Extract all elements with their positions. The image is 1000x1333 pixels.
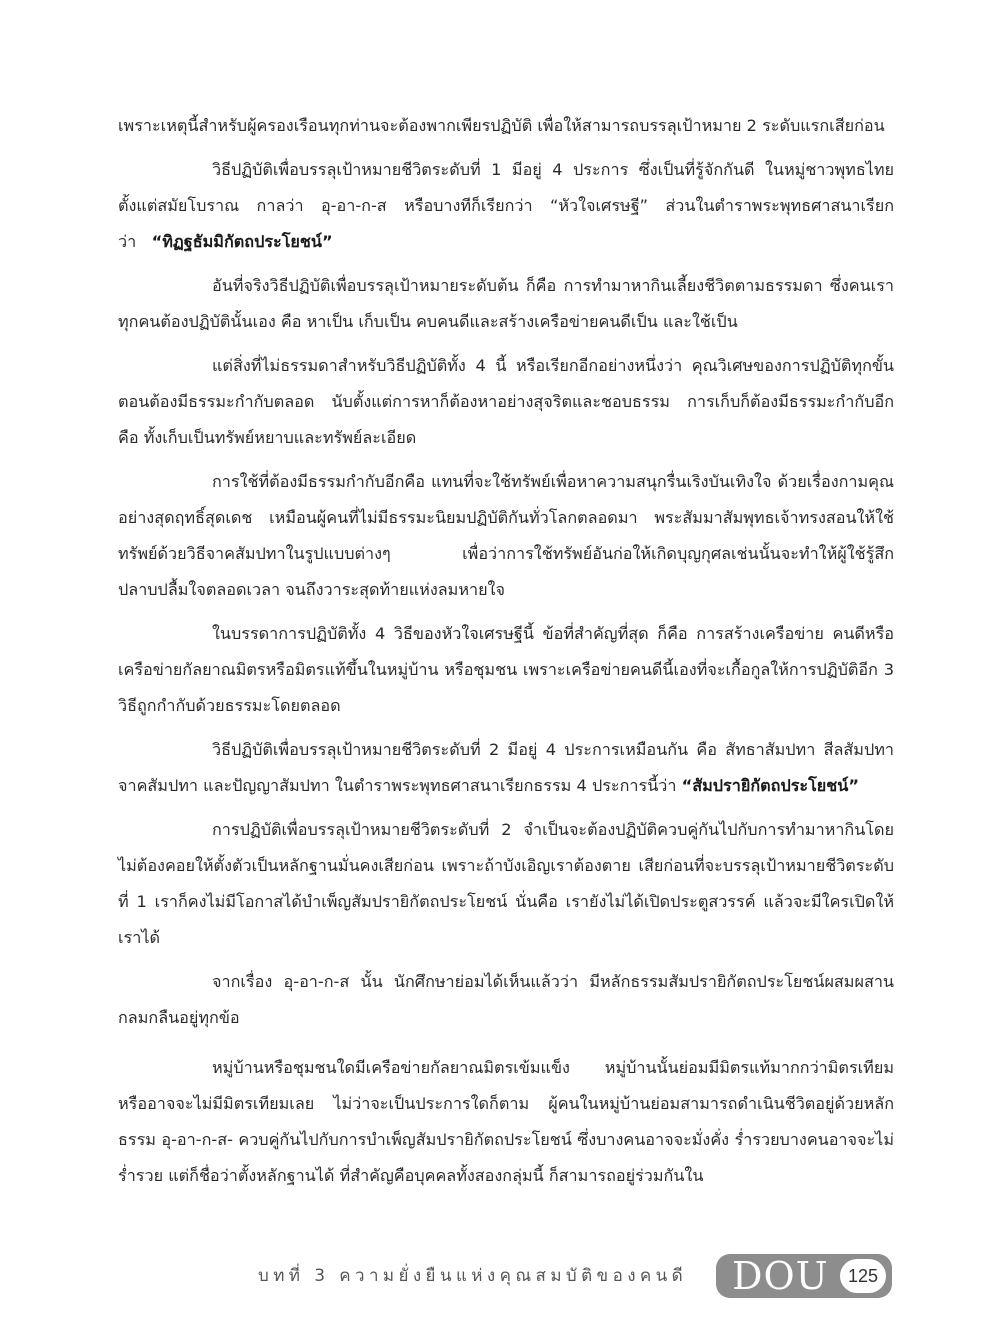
paragraph-2-text: วิธีปฏิบัติเพื่อบรรลุเป้าหมายชีวิตระดับที่ 1 มีอยู่ 4 ประการ ซึ่งเป็นที่รู้จักกันดี ในหมู่ชาวพุทธไทยตั้งแต่สมัยโบราณ กาลว่า อุ-อา-ก-ส หรือบางทีก็เรียกว่า “หัวใจเศรษฐี” ส่วนในตำราพระพุทธศาสนาเรียกว่า	[118, 160, 894, 251]
chapter-title: บทที่ 3 ความยั่งยืนแห่งคุณสมบัติของคนดี	[258, 1266, 688, 1286]
page-footer	[0, 1252, 1000, 1302]
paragraph-1: เพราะเหตุนี้สำหรับผู้ครองเรือนทุกท่านจะต้องพากเพียรปฏิบัติ เพื่อให้สามารถบรรลุเป้าหมาย 2 ระดับแรกเสียก่อน	[118, 116, 885, 135]
paragraph-7-term: “สัมปรายิกัตถประโยชน์”	[681, 776, 859, 795]
paragraph-4: แต่สิ่งที่ไม่ธรรมดาสำหรับวิธีปฏิบัติทั้ง 4 นี้ หรือเรียกอีกอย่างหนึ่งว่า คุณวิเศษของการปฏิบัติทุกขั้นตอนต้องมีธรรมะกำกับตลอด นับตั้งแต่การหาก็ต้องหาอย่างสุจริตและชอบธรรม การเก็บก็ต้องมีธรรมะกำกับอีก คือ ทั้งเก็บเป็นทรัพย์หยาบและทรัพย์ละเอียด	[118, 356, 894, 447]
paragraph-6: ในบรรดาการปฏิบัติทั้ง 4 วิธีของหัวใจเศรษฐีนี้ ข้อที่สำคัญที่สุด ก็คือ การสร้างเครือข่าย คนดีหรือเครือข่ายกัลยาณมิตรหรือมิตรแท้ขึ้นในหมู่บ้าน หรือชุมชน เพราะเครือข่ายคนดีนี้เองที่จะเกื้อกูลให้การปฏิบัติอีก 3 วิธีถูกกำกับด้วยธรรมะโดยตลอด	[118, 624, 894, 715]
page-body	[118, 108, 894, 1202]
paragraph-3: อันที่จริงวิธีปฏิบัติเพื่อบรรลุเป้าหมายระดับต้น ก็คือ การทำมาหากินเลี้ยงชีวิตตามธรรมดา ซึ่งคนเราทุกคนต้องปฏิบัตินั้นเอง คือ หาเป็น เก็บเป็น คบคนดีและสร้างเครือข่ายคนดีเป็น และใช้เป็น	[118, 276, 894, 331]
page-badge	[716, 1254, 892, 1298]
paragraph-5: การใช้ที่ต้องมีธรรมกำกับอีกคือ แทนที่จะใช้ทรัพย์เพื่อหาความสนุกรื่นเริงบันเทิงใจ ด้วยเรื่องกามคุณอย่างสุดฤทธิ์สุดเดช เหมือนผู้คนที่ไม่มีธรรมะนิยมปฏิบัติกันทั่วโลกตลอดมา พระสัมมาสัมพุทธเจ้าทรงสอนให้ใช้ทรัพย์ด้วยวิธีจาคสัมปทาในรูปแบบต่างๆ เพื่อว่าการใช้ทรัพย์อันก่อให้เกิดบุญกุศลเช่นนั้นจะทำให้ผู้ใช้รู้สึกปลาบปลื้มใจตลอดเวลา จนถึงวาระสุดท้ายแห่งลมหายใจ	[118, 472, 894, 599]
paragraph-7-text: วิธีปฏิบัติเพื่อบรรลุเป้าหมายชีวิตระดับที่ 2 มีอยู่ 4 ประการเหมือนกัน คือ สัทธาสัมปทา สีลสัมปทา จาคสัมปทา และปัญญาสัมปทา ในตำราพระพุทธศาสนาเรียกธรรม 4 ประการนี้ว่า	[118, 740, 894, 795]
paragraph-2	[118, 152, 894, 260]
dou-logo: DOU	[732, 1254, 829, 1298]
paragraph-7	[118, 732, 894, 804]
page-number: 125	[840, 1259, 886, 1293]
paragraph-9: จากเรื่อง อุ-อา-ก-ส นั้น นักศึกษาย่อมได้เห็นแล้วว่า มีหลักธรรมสัมปรายิกัตถประโยชน์ผสมผสาน กลมกลืนอยู่ทุกข้อ	[118, 972, 894, 1027]
paragraph-8: การปฏิบัติเพื่อบรรลุเป้าหมายชีวิตระดับที่ 2 จำเป็นจะต้องปฏิบัติควบคู่กันไปกับการทำมาหากินโดยไม่ต้องคอยให้ตั้งตัวเป็นหลักฐานมั่นคงเสียก่อน เพราะถ้าบังเอิญเราต้องตาย เสียก่อนที่จะบรรลุเป้าหมายชีวิตระดับที่ 1 เราก็คงไม่มีโอกาสได้บำเพ็ญสัมปรายิกัตถประโยชน์ นั่นคือ เรายังไม่ได้เปิดประตูสวรรค์ แล้วจะมีใครเปิดให้เราได้	[118, 820, 894, 947]
paragraph-2-term: “ทิฏฐธัมมิกัตถประโยชน์”	[151, 232, 333, 251]
paragraph-10: หมู่บ้านหรือชุมชนใดมีเครือข่ายกัลยาณมิตรเข้มแข็ง หมู่บ้านนั้นย่อมมีมิตรแท้มากกว่ามิตรเทียม หรืออาจจะไม่มีมิตรเทียมเลย ไม่ว่าจะเป็นประการใดก็ตาม ผู้คนในหมู่บ้านย่อมสามารถดำเนินชีวิตอยู่ด้วยหลักธรรม อุ-อา-ก-ส- ควบคู่กันไปกับการบำเพ็ญสัมปรายิกัตถประโยชน์ ซึ่งบางคนอาจจะมั่งคั่ง ร่ำรวยบางคนอาจจะไม่ร่ำรวย แต่ก็ชื่อว่าตั้งหลักฐานได้ ที่สำคัญคือบุคคลทั้งสองกลุ่มนี้ ก็สามารถอยู่ร่วมกันใน	[118, 1058, 894, 1185]
